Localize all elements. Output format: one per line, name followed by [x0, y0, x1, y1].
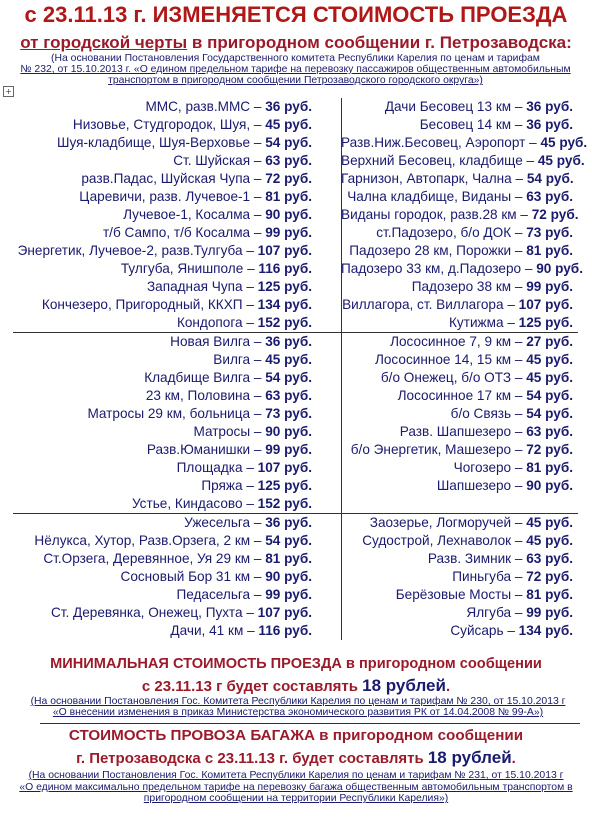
fare-row	[13, 604, 578, 622]
stop-name: Ст. Шуйская –	[173, 153, 266, 168]
right-fare-cell	[341, 134, 588, 152]
left-fare-cell	[13, 387, 341, 405]
right-fare-cell	[341, 568, 578, 586]
stop-name: Новая Вилга –	[170, 334, 266, 349]
fare-price: 107 руб.	[257, 605, 312, 620]
stop-name: Сосновый Бор 31 км –	[120, 569, 266, 584]
fare-row	[13, 423, 578, 441]
fare-price: 90 руб.	[265, 207, 312, 222]
stop-name: ММС, разв.ММС –	[145, 99, 266, 114]
min-fare-heading: МИНИМАЛЬНАЯ СТОИМОСТЬ ПРОЕЗДА в пригородном сообщении	[50, 656, 542, 672]
fare-row	[13, 568, 578, 586]
basis-line: пригородном сообщении на территории Республики Карелия»)	[143, 793, 449, 805]
stop-name: Суйсарь –	[450, 623, 519, 638]
fare-row	[13, 369, 578, 387]
stop-name: Устье, Киндасово –	[131, 496, 258, 511]
stop-name: Падозеро 28 км, Порожки –	[349, 243, 527, 258]
basis-line: (На основании Постановления Государственного комитета Республики Карелия по ценам и тарифам	[51, 53, 540, 64]
fare-price: 45 руб.	[526, 352, 573, 367]
stop-name: Лососинное 17 км –	[397, 388, 527, 403]
stop-name: Разв.Юманишки –	[146, 442, 266, 457]
min-fare-end: .	[445, 678, 451, 695]
left-fare-cell	[13, 134, 341, 152]
fare-price: 152 руб.	[257, 315, 312, 330]
stop-name: Разв. Шапшезеро –	[399, 424, 527, 439]
stop-name: Гарнизон, Автопарк, Чална –	[341, 171, 527, 186]
left-fare-cell	[13, 423, 341, 441]
fare-row	[13, 405, 578, 423]
column-divider	[341, 333, 342, 513]
min-fare-text: с 23.11.13 г будет составлять	[141, 678, 363, 695]
left-fare-cell	[13, 514, 341, 532]
fare-price: 152 руб.	[257, 496, 312, 511]
fare-price: 54 руб.	[526, 406, 573, 421]
fare-price: 45 руб.	[540, 135, 588, 150]
left-fare-cell	[13, 622, 341, 640]
right-fare-cell	[341, 351, 578, 369]
stop-name: Чална кладбище, Виданы –	[347, 189, 527, 204]
left-fare-cell	[13, 188, 341, 206]
stop-name: Дачи Бесовец 13 км –	[384, 99, 527, 114]
right-fare-cell	[341, 441, 578, 459]
stop-name: Тулгуба, Янишполе –	[120, 261, 259, 276]
fare-price: 72 руб.	[531, 207, 579, 222]
fare-price: 81 руб.	[526, 587, 573, 602]
fare-table	[13, 98, 588, 640]
right-fare-cell	[341, 98, 578, 116]
left-fare-cell	[13, 206, 341, 224]
stop-name: б/о Связь –	[450, 406, 527, 421]
fare-price: 63 руб.	[265, 153, 312, 168]
divider	[40, 723, 580, 724]
right-fare-cell	[341, 622, 578, 640]
fare-row	[13, 514, 578, 532]
right-fare-cell	[341, 586, 578, 604]
subtitle-underlined: от городской черты	[20, 33, 188, 52]
stop-name: Разв.Ниж.Бесовец, Аэропорт –	[341, 135, 541, 150]
stop-name: т/б Сампо, т/б Косалма –	[102, 225, 266, 240]
legal-basis-min-fare	[28, 696, 568, 719]
baggage-heading: СТОИМОСТЬ ПРОВОЗА БАГАЖА в пригородном сообщении	[68, 727, 524, 744]
right-fare-cell	[341, 495, 578, 513]
right-fare-cell	[341, 314, 578, 332]
stop-name: Берёзовые Мосты –	[395, 587, 527, 602]
stop-name: Площадка –	[176, 460, 258, 475]
min-fare-amount: 18 рублей	[362, 676, 446, 695]
stop-name: Ст.Орзега, Деревянное, Уя 29 км –	[43, 551, 266, 566]
fare-price: 54 руб.	[265, 370, 312, 385]
subtitle-rest: в пригородном сообщении г. Петрозаводска:	[187, 33, 572, 52]
fare-row	[13, 296, 578, 314]
column-divider	[341, 98, 342, 332]
left-fare-cell	[13, 296, 341, 314]
fare-price: 36 руб.	[265, 334, 312, 349]
fare-price: 45 руб.	[265, 352, 312, 367]
stop-name: Пиньгуба –	[452, 569, 527, 584]
fare-price: 36 руб.	[526, 117, 573, 132]
fare-row	[13, 224, 578, 242]
stop-name: Шуя-кладбище, Шуя-Верховье –	[56, 135, 266, 150]
fare-price: 63 руб.	[526, 189, 573, 204]
right-fare-cell	[341, 477, 578, 495]
right-fare-cell	[341, 459, 578, 477]
stop-name: Ялгуба –	[466, 605, 527, 620]
fare-price: 125 руб.	[518, 315, 573, 330]
stop-name: Кондопога –	[176, 315, 258, 330]
fare-price: 107 руб.	[257, 243, 312, 258]
fare-price: 45 руб.	[265, 117, 312, 132]
fare-row	[13, 206, 578, 224]
fare-price: 72 руб.	[265, 171, 312, 186]
stop-name: разв.Падас, Шуйская Чупа –	[81, 171, 266, 186]
basis-line: (На основании Постановления Гос. Комитета Республики Карелия по ценам и тарифам № 231, от 15.10.2013 г	[28, 770, 564, 781]
right-fare-cell	[341, 224, 578, 242]
fare-price: 63 руб.	[265, 388, 312, 403]
fare-price: 27 руб.	[526, 334, 573, 349]
left-fare-cell	[13, 116, 341, 134]
stop-name: Заозерье, Логморучей –	[369, 515, 527, 530]
fare-price: 90 руб.	[265, 424, 312, 439]
fare-price: 36 руб.	[265, 515, 312, 530]
column-divider	[341, 514, 342, 640]
baggage-statement	[0, 748, 592, 768]
stop-name: Судострой, Лехнаволок –	[362, 533, 527, 548]
basis-line: (На основании Постановления Гос. Комитета Республики Карелия по ценам и тарифам № 230, от 15.10.2013 г	[30, 696, 566, 707]
fare-row	[13, 188, 578, 206]
fare-row	[13, 333, 578, 351]
fare-price: 36 руб.	[265, 99, 312, 114]
fare-price: 72 руб.	[526, 569, 573, 584]
left-fare-cell	[13, 405, 341, 423]
stop-name: Западная Чупа –	[146, 279, 258, 294]
stop-name: Педасельга –	[176, 587, 266, 602]
fare-price: 36 руб.	[526, 99, 573, 114]
basis-line: «О внесении изменения в приказ Министерства экономического развития РК от 14.04.2008 № 99-А»)	[52, 707, 544, 719]
stop-name: Матросы –	[193, 424, 266, 439]
stop-name: Лососинное 14, 15 км –	[374, 352, 527, 367]
stop-name: Кончезеро, Пригородный, ККХП –	[41, 297, 258, 312]
fare-price: 81 руб.	[265, 551, 312, 566]
stop-name: Кутижма –	[449, 315, 519, 330]
fare-price: 90 руб.	[526, 478, 573, 493]
fare-row	[13, 242, 578, 260]
fare-price: 45 руб.	[526, 533, 573, 548]
fare-row	[13, 116, 578, 134]
notice-title: с 23.11.13 г. ИЗМЕНЯЕТСЯ СТОИМОСТЬ ПРОЕЗДА	[24, 2, 568, 27]
fare-price: 45 руб.	[537, 153, 585, 168]
left-fare-cell	[13, 441, 341, 459]
stop-name: Вилга –	[213, 352, 266, 367]
left-fare-cell	[13, 260, 341, 278]
fare-price: 99 руб.	[526, 279, 573, 294]
right-fare-cell	[341, 206, 578, 224]
left-fare-cell	[13, 333, 341, 351]
fare-price: 90 руб.	[536, 261, 583, 276]
basis-line: транспортом в пригородном сообщении Петрозаводского городского округа»)	[108, 75, 483, 87]
fare-section	[13, 333, 578, 513]
right-fare-cell	[341, 152, 585, 170]
right-fare-cell	[341, 369, 578, 387]
fare-price: 73 руб.	[265, 406, 312, 421]
right-fare-cell	[341, 170, 578, 188]
baggage-amount: 18 рублей	[427, 748, 512, 767]
fare-price: 125 руб.	[257, 478, 312, 493]
fare-row	[13, 550, 578, 568]
stop-name: Лучевое-1, Косалма –	[123, 207, 266, 222]
stop-name: Виданы городок, разв.28 км –	[341, 207, 532, 222]
fare-price: 45 руб.	[526, 515, 573, 530]
notice-subtitle	[0, 33, 592, 53]
right-fare-cell	[341, 405, 578, 423]
right-fare-cell	[341, 278, 578, 296]
stop-name: Дачи, 41 км –	[170, 623, 259, 638]
stop-name: Царевичи, разв. Лучевое-1 –	[79, 189, 266, 204]
fare-row	[13, 314, 578, 332]
fare-price: 116 руб.	[258, 623, 312, 638]
stop-name: Падозеро 38 км –	[411, 279, 527, 294]
right-fare-cell	[341, 550, 578, 568]
fare-price: 54 руб.	[526, 388, 573, 403]
stop-name: Низовье, Студгородок, Шуя, –	[72, 117, 266, 132]
fare-price: 63 руб.	[526, 551, 573, 566]
fare-price: 134 руб.	[518, 623, 573, 638]
fare-price: 72 руб.	[526, 442, 573, 457]
stop-name: Бесовец 14 км –	[419, 117, 527, 132]
left-fare-cell	[13, 477, 341, 495]
stop-name: Ст. Деревянка, Онежец, Пухта –	[50, 605, 258, 620]
fare-price: 99 руб.	[265, 442, 312, 457]
fare-row	[13, 459, 578, 477]
fare-price: 45 руб.	[526, 370, 573, 385]
stop-name: Виллагора, ст. Виллагора –	[342, 297, 519, 312]
fare-row	[13, 152, 585, 170]
table-move-handle-icon[interactable]: +	[3, 86, 14, 97]
fare-row	[13, 387, 578, 405]
fare-price: 107 руб.	[257, 460, 312, 475]
stop-name: б/о Энергетик, Машезеро –	[350, 442, 527, 457]
fare-section	[13, 98, 588, 332]
right-fare-cell	[341, 604, 578, 622]
stop-name: Верхний Бесовец, кладбище –	[341, 153, 538, 168]
stop-name: Матросы 29 км, больница –	[87, 406, 266, 421]
left-fare-cell	[13, 152, 341, 170]
basis-line: «О едином максимально предельном тарифе на перевозку багажа общественным автомобильным транспортом в	[19, 781, 573, 793]
left-fare-cell	[13, 351, 341, 369]
left-fare-cell	[13, 369, 341, 387]
stop-name: 23 км, Половина –	[145, 388, 266, 403]
baggage-text: г. Петрозаводска с 23.11.13 г. будет составлять	[76, 750, 428, 767]
right-fare-cell	[341, 532, 578, 550]
stop-name: Разв. Зимник –	[427, 551, 527, 566]
right-fare-cell	[341, 242, 578, 260]
fare-section	[13, 514, 578, 640]
stop-name: Падозеро 33 км, д.Падозеро –	[341, 261, 537, 276]
right-fare-cell	[341, 387, 578, 405]
fare-row	[13, 477, 578, 495]
fare-price: 116 руб.	[258, 261, 312, 276]
right-fare-cell	[341, 333, 578, 351]
stop-name: Лососинное 7, 9 км –	[390, 334, 527, 349]
stop-name: Пряжа –	[201, 478, 258, 493]
fare-row	[13, 532, 578, 550]
left-fare-cell	[13, 98, 341, 116]
left-fare-cell	[13, 314, 341, 332]
stop-name: Энергетик, Лучевое-2, разв.Тулгуба –	[17, 243, 258, 258]
fare-row	[13, 351, 578, 369]
fare-price: 54 руб.	[526, 171, 574, 186]
fare-price: 81 руб.	[526, 460, 573, 475]
fare-price: 99 руб.	[265, 587, 312, 602]
left-fare-cell	[13, 550, 341, 568]
stop-name: Ужесельга –	[184, 515, 266, 530]
fare-row	[13, 441, 578, 459]
fare-price: 107 руб.	[518, 297, 573, 312]
stop-name: Шапшезеро –	[436, 478, 527, 493]
right-fare-cell	[341, 296, 578, 314]
left-fare-cell	[13, 604, 341, 622]
stop-name: Нёлукса, Хутор, Разв.Орзега, 2 км –	[34, 533, 266, 548]
fare-price: 90 руб.	[265, 569, 312, 584]
fare-price: 99 руб.	[526, 605, 573, 620]
fare-row	[13, 586, 578, 604]
right-fare-cell	[341, 514, 578, 532]
stop-name: ст.Падозеро, б/о ДОК –	[376, 225, 527, 240]
fare-price: 81 руб.	[526, 243, 573, 258]
fare-row	[13, 134, 588, 152]
basis-line: № 232, от 15.10.2013 г. «О едином предельном тарифе на перевозку пассажиров общественным автомобильным	[20, 64, 571, 76]
left-fare-cell	[13, 495, 341, 513]
left-fare-cell	[13, 532, 341, 550]
fare-price: 63 руб.	[526, 424, 573, 439]
right-fare-cell	[341, 423, 578, 441]
left-fare-cell	[13, 170, 341, 188]
fare-price: 73 руб.	[526, 225, 573, 240]
fare-price: 99 руб.	[265, 225, 312, 240]
left-fare-cell	[13, 586, 341, 604]
baggage-end: .	[511, 750, 516, 767]
right-fare-cell	[341, 188, 578, 206]
fare-price: 54 руб.	[265, 533, 312, 548]
left-fare-cell	[13, 278, 341, 296]
left-fare-cell	[13, 224, 341, 242]
left-fare-cell	[13, 459, 341, 477]
fare-price: 125 руб.	[257, 279, 312, 294]
right-fare-cell	[341, 116, 578, 134]
fare-price: 134 руб.	[257, 297, 312, 312]
stop-name: б/о Онежец, б/о ОТЗ –	[380, 370, 527, 385]
fare-row	[13, 260, 583, 278]
fare-price: 54 руб.	[265, 135, 312, 150]
fare-row	[13, 170, 578, 188]
stop-name: Чогозеро –	[453, 460, 527, 475]
fare-row	[13, 278, 578, 296]
legal-basis-header	[18, 53, 573, 87]
fare-row	[13, 495, 578, 513]
right-fare-cell	[341, 260, 583, 278]
min-fare-statement	[0, 676, 592, 696]
fare-price: 81 руб.	[265, 189, 312, 204]
fare-row	[13, 622, 578, 640]
left-fare-cell	[13, 242, 341, 260]
legal-basis-baggage	[14, 770, 578, 805]
fare-row	[13, 98, 578, 116]
left-fare-cell	[13, 568, 341, 586]
stop-name: Кладбище Вилга –	[144, 370, 266, 385]
